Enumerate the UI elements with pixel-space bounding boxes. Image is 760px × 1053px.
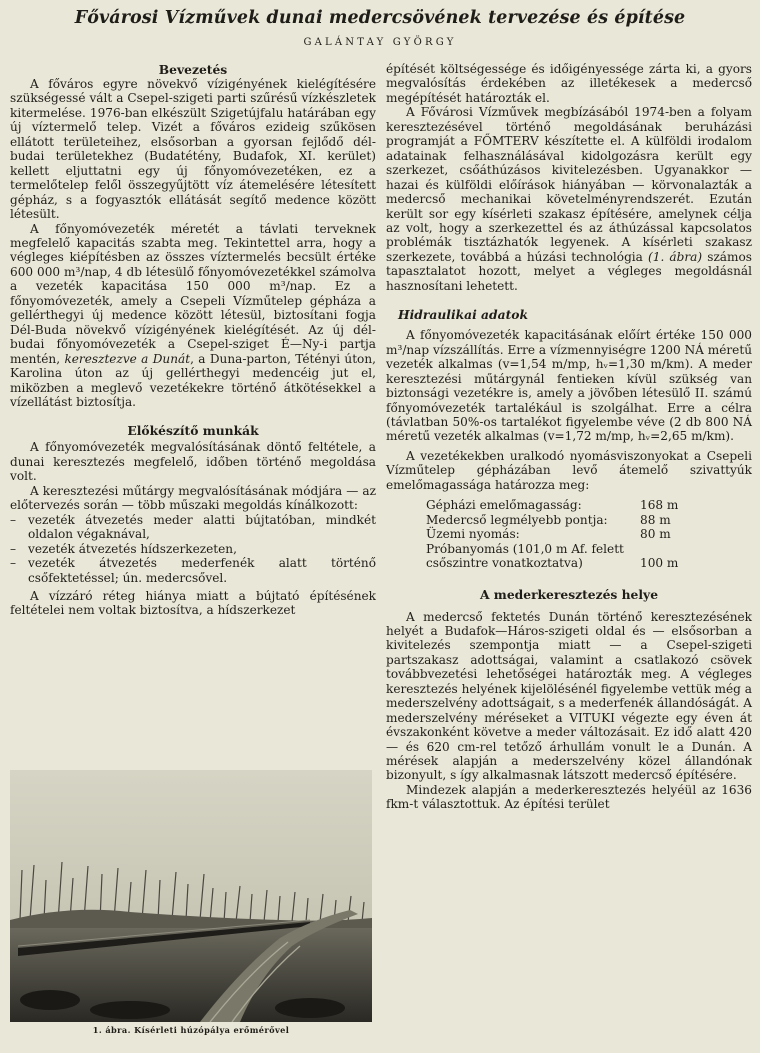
paragraph: A főnyomóvezeték kapacitásának előírt értéke 150 000 m³/nap vízszállítás. Erre a vízmennyiségre 1200 NÁ méretű vezeték alkalmas (v=1,54 m/mp, hᵥ=1,30 m/km). A meder keresztezési műtárgynál fentieken kívül szükség van biztonsági vezetékre is, amely a jövőben létesülő II. számú főnyomóvezeték tartalékául is szolgálhat. Erre a célra (távlatban 50%-os tartalékot figyelembe véve (2 db 800 NÁ méretű vezeték alkalmas (v=1,72 m/mp, hᵥ=2,65 m/km). (386, 328, 752, 444)
paragraph: építését költségessége és időigényessége zárta ki, a gyors megvalósítás érdekében az illetékesek a medercső megépítését határozták el. (386, 62, 752, 105)
emphasis: (1. ábra) (648, 249, 703, 264)
paragraph: A Fővárosi Vízművek megbízásából 1974-ben a folyam keresztezésével történő megoldásának beruházási programját a FŐMTERV készítette el. A külföldi irodalom adatainak felhasználásával kidolgozásra került egy szerkezet, csőáthúzásos kivitelezésben. Ugyanakkor — hazai és külföldi előírások hiányában — körvonalazták a medercső mechanikai követelményrendszerét. Ezután került sor egy kísérleti szakasz építésére, amelynek célja az volt, hogy a szerkezettel és az áthúzással kapcsolatos problémák tisztázhatók legyenek. A kísérleti szakasz szerkezete, továbbá a húzási technológia (1. ábra) számos tapasztalatot hozott, melyet a végleges megoldásnál hasznosítani lehetett. (386, 105, 752, 293)
emphasis: keresztezve a Dunát (64, 351, 191, 366)
level-value: 88 m (640, 512, 671, 527)
article-author: GALÁNTAY GYÖRGY (303, 37, 457, 48)
figure-1-photo (10, 770, 372, 1022)
heading-introduction: Bevezetés (158, 62, 228, 77)
paragraph: A vezetékekben uralkodó nyomásviszonyokat a Csepeli Vízműtelep gépházában levő átemelő szivattyúk emelőmagassága határozza meg: (386, 448, 752, 492)
table-row (426, 527, 730, 541)
left-column (10, 62, 376, 618)
paragraph: A vízzáró réteg hiánya miatt a bújtató építésének feltételei nem voltak biztosítva, a hídszerkezet (10, 588, 376, 618)
heading-hydraulic-data: Hidraulikai adatok (398, 307, 528, 323)
figure-1-caption: 1. ábra. Kísérleti húzópálya erőmérővel (92, 1025, 290, 1035)
right-column (386, 62, 752, 812)
level-value: 80 m (640, 527, 671, 542)
list-item: – vezeték átvezetés hídszerkezeten, (10, 542, 376, 556)
paragraph: A főnyomóvezeték méretét a távlati terveknek megfelelő kapacitás szabta meg. Tekintettel arra, hogy a végleges kiépítésben az összes víztermelés becsült értéke 600 000 m³/nap, 4 db létesülő főnyomóvezetékkel számolva a vezeték kapacitása 150 000 m³/nap. Ez a főnyomóvezeték, amely a Csepeli Vízműtelep gépháza a gellérthegyi új medence között létesül, biztosítani fogja Dél-Buda növekvő vízigényének kielégítését. Az új dél-budai főnyomóvezeték a Csepel-sziget É—Ny-i partja mentén, keresztezve a Dunát, a Duna-parton, Tétényi úton, Karolina úton az új gellérthegyi medencéig jut el, miközben a meglevő vezetékekre történő átkötésekkel a vízellátást biztosítja. (10, 221, 376, 409)
level-label: Próbanyomás (101,0 m Af. felett csőszintre vonatkoztatva) (426, 541, 624, 571)
heading-preparatory-works: Előkészítő munkák (127, 423, 259, 439)
paragraph: A keresztezési műtárgy megvalósításának módjára — az előtervezés során — több műszaki megoldás kínálkozott: (10, 483, 376, 513)
paragraph: Mindezek alapján a mederkeresztezés helyéül az 1636 fkm-t választottuk. Az építési terület (386, 782, 752, 812)
level-label: Üzemi nyomás: (426, 527, 520, 542)
heading-crossing-location: A mederkeresztezés helye (479, 586, 659, 602)
list-item: – vezeték átvezetés mederfenék alatt történő csőfektetéssel; ún. medercsővel. (10, 556, 376, 585)
level-label: Medercső legmélyebb pontja: (426, 512, 608, 527)
pressure-levels-table (426, 498, 730, 570)
level-label: Gépházi emelőmagasság: (426, 498, 582, 513)
article-title: Fővárosi Vízművek dunai medercsövének tervezése és építése (74, 8, 686, 28)
table-row (426, 513, 730, 527)
level-value: 100 m (640, 556, 679, 571)
level-value: 168 m (640, 498, 679, 513)
table-row (426, 542, 730, 571)
list-item: – vezeték átvezetés meder alatti bújtatóban, mindkét oldalon végaknával, (10, 513, 376, 542)
paragraph: A főváros egyre növekvő vízigényének kielégítésére szükségessé vált a Csepel-szigeti parti szűrésű vízkészletek kitermelése. 1976-ban elkészült Szigetújfalu határában egy új víztermelő telep. Vizét a főváros ezideig szűkösen ellátott területeihez, elsősorban a gyorsan fejlődő dél-budai területekhez (Budatétény, Budafok, XI. kerület) kellett eljuttatni egy új főnyomóvezetéken, ez a termelőtelep felől összegyűjtött víz átemelésére létesített gépház, s a fogyasztók ellátását segítő medence között létesült. (10, 77, 376, 222)
paragraph: A medercső fektetés Dunán történő keresztezésének helyét a Budafok—Háros-szigeti oldal és — elsősorban a kivitelezés szempontja miatt — a Csepel-szigeti partszakasz adottságai, valamint a csatlakozó csövek továbbvezetési lehetőségei határozták meg. A végleges keresztezés helyének kijelölésénél figyelembe vettük még a mederszelvény adottságait, s a mederfenék állandóságát. A mederszelvény méréseket a VITUKI végezte egy éven át évszakonként követve a meder változásait. Ez idő alatt 420 — és 620 cm-rel tetőző árhullám vonult le a Dunán. A mérések alapján a mederszelvény közel állandónak bizonyult, s így alkalmasnak látszott medercső építésére. (386, 609, 752, 783)
paragraph: A főnyomóvezeték megvalósításának döntő feltétele, a dunai keresztezés megfelelő, időben történő megoldása volt. (10, 440, 376, 484)
solution-list (10, 513, 376, 585)
table-row (426, 498, 730, 512)
